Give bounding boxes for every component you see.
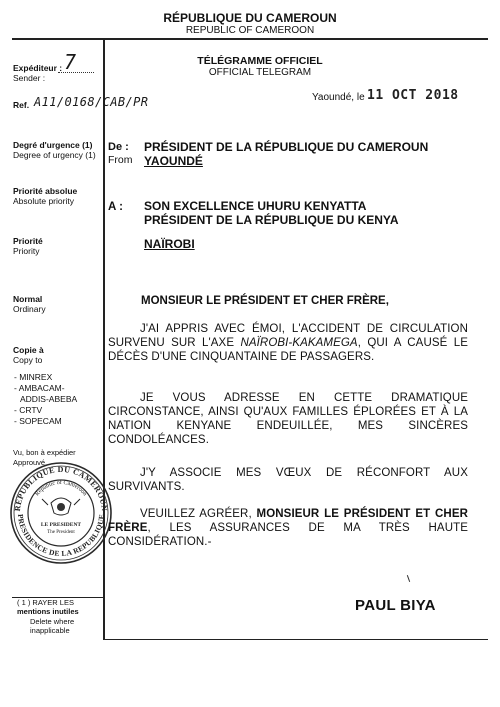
salutation: MONSIEUR LE PRÉSIDENT ET CHER FRÈRE, bbox=[141, 295, 389, 307]
footnote-line4: inapplicable bbox=[30, 626, 70, 635]
normal-fr: Normal bbox=[13, 294, 43, 304]
telegram-title-en: OFFICIAL TELEGRAM bbox=[208, 67, 312, 78]
sender-label-en: Sender : bbox=[13, 73, 46, 83]
to-line3: NAÏROBI bbox=[144, 237, 195, 251]
urgency-label-en: Degree of urgency (1) bbox=[13, 150, 96, 160]
paragraph-2: JE VOUS ADRESSE EN CETTE DRAMATIQUE CIRCONSTANCE, AINSI QU'AUX FAMILLES ÉPLORÉES ET À LA NATION KENYANE ENDEUILLÉE, MES SINCÈRES CONDOLÉANCES. bbox=[108, 392, 468, 446]
copy-label-en: Copy to bbox=[13, 355, 43, 365]
paragraph-4 bbox=[108, 507, 468, 549]
sender-underline bbox=[58, 72, 94, 73]
svg-text:Republic of Cameroon bbox=[34, 479, 87, 497]
paragraph-4-addressee: MONSIEUR LE PRÉSIDENT ET CHER FRÈRE bbox=[108, 508, 468, 534]
approval-label-2: Approuvé bbox=[13, 458, 46, 467]
paragraph-1-route: NAÏROBI-KAKAMEGA bbox=[240, 337, 358, 349]
footnote-line2: mentions inutiles bbox=[17, 607, 79, 616]
telegram-title-fr: TÉLÉGRAMME OFFICIEL bbox=[197, 55, 323, 67]
signature-mark bbox=[407, 575, 410, 582]
footnote-line1: ( 1 ) RAYER LES bbox=[17, 598, 74, 607]
header-rule bbox=[12, 38, 488, 40]
copy-item: - SOPECAM bbox=[14, 416, 62, 426]
presidential-seal bbox=[6, 455, 116, 567]
to-line2: PRÉSIDENT DE LA RÉPUBLIQUE DU KENYA bbox=[144, 213, 399, 227]
absolute-priority-fr: Priorité absolue bbox=[13, 186, 78, 196]
urgency-label-fr: Degré d'urgence (1) bbox=[13, 140, 93, 150]
priority-fr: Priorité bbox=[13, 236, 43, 246]
to-line1: SON EXCELLENCE UHURU KENYATTA bbox=[144, 199, 367, 213]
approval-label: Vu, bon à expédier bbox=[13, 448, 76, 457]
paragraph-4-end: , LES ASSURANCES DE MA TRÈS HAUTE CONSIDÉRATION.- bbox=[108, 522, 468, 548]
copy-item: ADDIS-ABEBA bbox=[20, 394, 78, 404]
copy-item: - MINREX bbox=[14, 372, 53, 382]
footnote-line3: Delete where bbox=[30, 617, 75, 626]
normal-en: Ordinary bbox=[13, 304, 46, 314]
to-label: A : bbox=[108, 201, 123, 213]
republic-title-en: REPUBLIC OF CAMEROON bbox=[185, 25, 315, 36]
copy-item: - CRTV bbox=[14, 405, 43, 415]
republic-title-fr: RÉPUBLIQUE DU CAMEROUN bbox=[163, 11, 337, 25]
priority-en: Priority bbox=[13, 246, 40, 256]
from-line2: YAOUNDÉ bbox=[144, 154, 203, 168]
seal-center-line1: LE PRESIDENT bbox=[40, 522, 82, 528]
sender-value: 7 bbox=[64, 50, 77, 74]
signature: PAUL BIYA bbox=[355, 597, 436, 614]
sender-label-fr: Expéditeur : bbox=[13, 63, 63, 73]
paragraph-1-start: J'AI APPRIS AVEC ÉMOI, L'ACCIDENT DE CIRCULATION SURVENU SUR L'AXE bbox=[108, 323, 468, 349]
ref-label: Ref. bbox=[13, 100, 30, 110]
dateline-stamp: 11 OCT 2018 bbox=[367, 88, 459, 103]
ref-value: A11/0168/CAB/PR bbox=[34, 95, 149, 109]
paragraph-1-end: , QUI A CAUSÉ LE DÉCÈS D'UNE CINQUANTAINE DE PASSAGERS. bbox=[108, 337, 468, 363]
seal-ring-bottom: PRESIDENCE DE LA REPUBLIQUE bbox=[15, 513, 107, 559]
paragraph-3: J'Y ASSOCIE MES VŒUX DE RÉCONFORT AUX SURVIVANTS. bbox=[108, 467, 468, 493]
from-line1: PRÉSIDENT DE LA RÉPUBLIQUE DU CAMEROUN bbox=[144, 140, 429, 154]
seal-ring-top: REPUBLIQUE DU CAMEROUN bbox=[12, 464, 110, 512]
paragraph-1 bbox=[108, 322, 468, 364]
from-label-fr: De : bbox=[108, 141, 129, 153]
absolute-priority-en: Absolute priority bbox=[13, 196, 74, 206]
bottom-rule bbox=[103, 639, 488, 640]
copy-label-fr: Copie à bbox=[13, 345, 44, 355]
copy-item: - AMBACAM- bbox=[14, 383, 65, 393]
dateline-place: Yaoundé, le bbox=[312, 92, 365, 103]
paragraph-4-start: VEUILLEZ AGRÉER, bbox=[140, 508, 257, 520]
seal-ring-inner: Republic of Cameroon bbox=[34, 480, 88, 498]
seal-emblem bbox=[42, 498, 80, 515]
from-label-en: From bbox=[108, 154, 133, 166]
seal-center-line2: The President bbox=[47, 530, 75, 535]
